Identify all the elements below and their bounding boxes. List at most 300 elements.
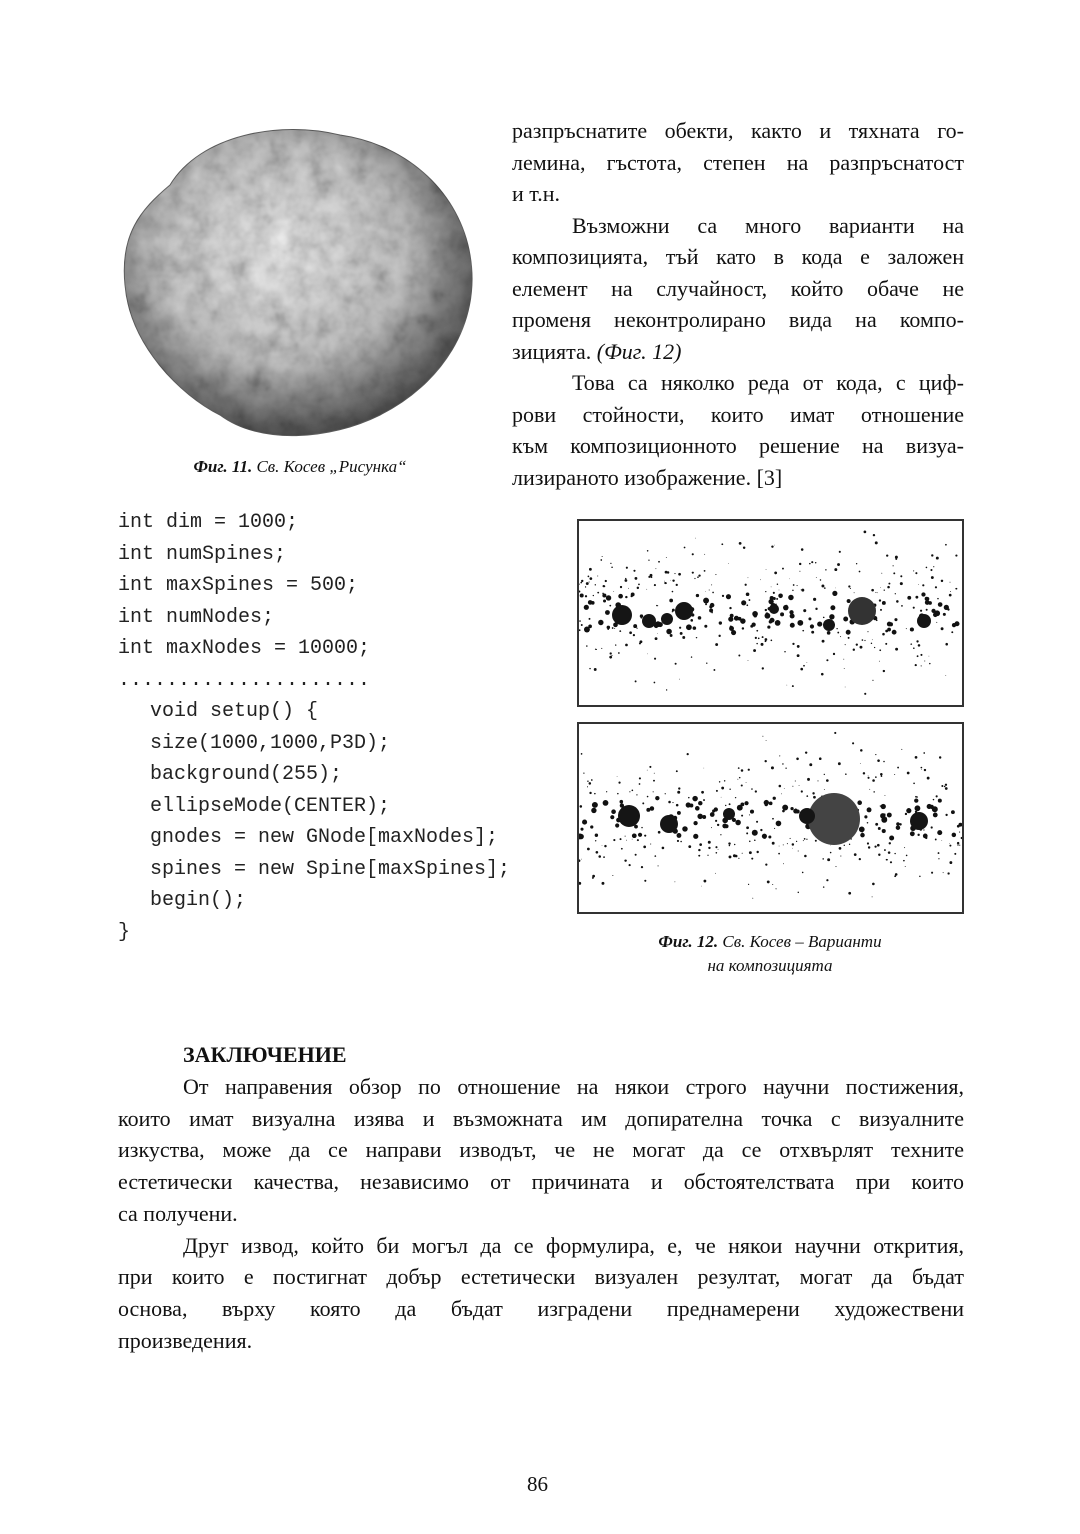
particle <box>744 801 748 805</box>
particle <box>918 644 921 647</box>
particle <box>881 804 886 809</box>
particle <box>824 587 826 589</box>
particle <box>654 773 655 774</box>
particle <box>723 819 724 820</box>
particle <box>853 649 855 651</box>
text-line <box>512 465 964 491</box>
particle <box>839 551 841 553</box>
particle <box>643 845 646 848</box>
particle <box>602 845 603 846</box>
particle <box>915 756 918 759</box>
particle <box>945 544 947 546</box>
particle <box>813 796 816 799</box>
particle <box>916 796 918 798</box>
particle <box>695 538 696 539</box>
particle <box>633 624 637 628</box>
particle <box>696 637 697 638</box>
particle <box>581 580 583 582</box>
particle <box>729 855 732 858</box>
particle <box>936 795 938 797</box>
particle <box>856 563 857 564</box>
particle <box>895 593 896 594</box>
particle <box>730 625 732 627</box>
particle <box>755 790 757 792</box>
particle <box>651 576 653 578</box>
particle <box>877 759 880 762</box>
particle <box>779 755 780 756</box>
particle <box>944 786 946 788</box>
particle <box>633 570 635 572</box>
particle <box>779 785 782 788</box>
particle <box>715 820 717 822</box>
particle <box>782 568 784 570</box>
particle <box>704 570 706 572</box>
planet-blob <box>848 597 876 625</box>
particle <box>776 888 777 889</box>
particle <box>716 852 718 854</box>
text-line <box>118 1296 964 1322</box>
caption-text: на композицията <box>707 956 833 975</box>
particle <box>756 821 758 823</box>
particle <box>678 787 680 789</box>
particle <box>845 687 846 688</box>
particle <box>686 624 692 630</box>
particle <box>793 584 795 586</box>
text-line <box>512 150 964 176</box>
particle <box>822 640 825 643</box>
particle <box>941 627 944 630</box>
particle <box>632 834 636 838</box>
particle <box>595 834 598 837</box>
particle <box>717 824 719 826</box>
particle <box>923 834 928 839</box>
particle <box>591 779 593 781</box>
particle <box>952 623 956 627</box>
particle <box>807 778 810 781</box>
figure-label: Фиг. 12. <box>658 932 719 951</box>
particle <box>611 655 612 656</box>
particle <box>773 592 775 594</box>
particle <box>597 592 599 594</box>
particle <box>589 618 591 620</box>
particle <box>658 831 661 834</box>
particle <box>955 588 957 590</box>
particle <box>737 805 743 811</box>
line-text: лемина, гъстота, степен на разпръснатост <box>512 149 964 175</box>
particle <box>644 835 646 837</box>
code-line: ellipseMode(CENTER); <box>150 794 391 818</box>
particle <box>893 572 895 574</box>
particle <box>867 842 869 844</box>
particle <box>787 843 788 844</box>
particle <box>901 749 902 750</box>
particle <box>896 822 900 826</box>
particle <box>779 590 780 591</box>
particle <box>801 589 802 590</box>
particle <box>933 813 938 818</box>
particle <box>698 855 700 857</box>
particle <box>905 866 906 867</box>
particle <box>846 630 851 635</box>
particle <box>836 628 837 629</box>
particle <box>647 796 649 798</box>
particle <box>670 634 673 637</box>
particle <box>882 633 885 636</box>
code-line: int maxNodes = 10000; <box>118 637 371 660</box>
particle <box>800 668 803 671</box>
particle <box>654 855 656 857</box>
particle <box>827 631 831 635</box>
particle <box>880 587 881 588</box>
particle <box>815 562 816 563</box>
particle <box>728 563 729 564</box>
particle <box>639 783 641 785</box>
particle <box>756 630 758 632</box>
particle <box>589 568 592 571</box>
particle <box>893 565 894 566</box>
particle <box>792 848 793 849</box>
particle <box>931 826 933 828</box>
particle <box>868 846 870 848</box>
particle <box>698 849 700 851</box>
particle <box>617 793 619 795</box>
particle <box>624 859 626 861</box>
particle <box>936 622 937 623</box>
particle <box>625 836 626 837</box>
particle <box>669 599 673 603</box>
particle <box>601 648 602 649</box>
particle <box>871 589 874 592</box>
particle <box>943 872 944 873</box>
particle <box>824 789 825 790</box>
particle <box>875 592 876 593</box>
figure-12-caption <box>580 930 960 978</box>
particle <box>907 596 911 600</box>
particle <box>680 633 681 634</box>
particle <box>762 636 764 638</box>
particle <box>771 587 772 588</box>
particle <box>776 821 782 827</box>
particle <box>712 592 714 594</box>
text-line <box>512 433 964 459</box>
code-line: spines = new Spine[maxSpines]; <box>150 857 511 881</box>
particle <box>769 801 773 805</box>
particle <box>871 643 872 644</box>
particle <box>739 777 741 779</box>
particle <box>639 777 641 779</box>
particle <box>674 881 675 882</box>
particle <box>579 584 580 585</box>
particle <box>907 772 910 775</box>
particle <box>615 644 616 645</box>
particle <box>815 840 817 842</box>
code-line: size(1000,1000,P3D); <box>150 731 391 755</box>
particle <box>595 584 596 585</box>
particle <box>796 809 800 813</box>
particle <box>647 654 648 655</box>
particle <box>906 808 911 813</box>
particle <box>620 586 622 588</box>
particle <box>801 790 803 792</box>
particle <box>755 637 757 639</box>
particle <box>598 620 603 625</box>
particle <box>709 609 713 613</box>
particle <box>688 845 691 848</box>
particle <box>655 637 658 640</box>
particle <box>605 610 610 615</box>
particle <box>904 847 905 848</box>
particle <box>693 626 697 630</box>
particle <box>583 772 584 773</box>
particle <box>848 637 850 639</box>
particle <box>595 840 596 841</box>
particle <box>915 596 918 599</box>
particle <box>710 603 715 608</box>
particle <box>875 754 876 755</box>
particle <box>914 798 918 802</box>
particle <box>589 782 592 785</box>
particle <box>927 777 930 780</box>
particle <box>754 839 756 841</box>
particle <box>929 656 930 657</box>
particle <box>629 864 631 866</box>
particle <box>941 580 943 582</box>
particle <box>949 861 952 864</box>
particle <box>862 639 864 641</box>
particle <box>930 569 932 571</box>
particle <box>803 840 804 841</box>
particle <box>746 604 748 606</box>
code-line: int maxSpines = 500; <box>118 574 359 597</box>
particle <box>721 797 722 798</box>
particle <box>821 673 824 676</box>
particle <box>782 810 785 813</box>
particle <box>713 669 715 671</box>
particle <box>838 762 841 765</box>
particle <box>703 598 709 604</box>
particle <box>880 609 882 611</box>
particle <box>864 531 867 534</box>
particle <box>789 578 790 579</box>
particle <box>821 584 824 587</box>
particle <box>881 775 883 777</box>
planet-blob <box>910 812 928 830</box>
particle <box>936 557 939 560</box>
particle <box>887 586 890 589</box>
particle <box>617 776 618 777</box>
particle <box>931 576 934 579</box>
particle <box>696 594 699 597</box>
particle <box>590 825 593 828</box>
particle <box>840 636 841 637</box>
figure-11-image <box>110 115 482 445</box>
particle <box>642 802 644 804</box>
particle <box>762 834 767 839</box>
particle <box>947 872 949 874</box>
particle <box>811 631 814 634</box>
particle <box>817 622 822 627</box>
particle <box>724 824 728 828</box>
particle <box>708 841 711 844</box>
particle <box>903 860 905 862</box>
particle <box>957 842 959 844</box>
particle <box>834 732 836 734</box>
particle <box>746 782 747 783</box>
particle <box>802 872 804 874</box>
particle <box>884 849 886 851</box>
particle <box>913 783 915 785</box>
particle <box>605 580 607 582</box>
particle <box>896 825 901 830</box>
section-heading: ЗАКЛЮЧЕНИЕ <box>183 1042 347 1067</box>
particle <box>628 588 629 589</box>
particle <box>715 846 717 848</box>
particle <box>708 847 710 849</box>
particle <box>840 856 841 857</box>
particle <box>792 643 794 645</box>
particle <box>884 795 885 796</box>
particle <box>613 591 614 592</box>
particle <box>837 563 840 566</box>
particle <box>666 629 672 635</box>
particle <box>587 781 588 782</box>
particle <box>735 820 741 826</box>
particle <box>646 589 647 590</box>
particle <box>594 668 597 671</box>
code-line: background(255); <box>150 763 343 786</box>
particle <box>741 769 744 772</box>
text-line <box>118 1264 964 1290</box>
particle <box>926 567 928 569</box>
text-line <box>512 213 964 239</box>
particle <box>778 853 780 855</box>
particle <box>799 785 800 786</box>
line-text: изкуства, може да се направи изводът, че не могат да се отхвърлят техните <box>118 1137 964 1163</box>
particle <box>774 545 775 546</box>
particle <box>705 603 707 605</box>
particle <box>611 809 616 814</box>
particle <box>931 872 933 874</box>
particle <box>798 892 799 893</box>
particle <box>882 601 886 605</box>
particle <box>633 634 635 636</box>
particle <box>584 627 590 633</box>
particle <box>746 826 749 829</box>
particle <box>933 566 934 567</box>
particle <box>602 593 604 595</box>
particle <box>586 582 589 585</box>
particle <box>938 858 939 859</box>
particle <box>848 585 850 587</box>
particle <box>875 541 878 544</box>
particle <box>797 620 803 626</box>
particle <box>721 543 723 545</box>
particle <box>848 892 851 895</box>
line-text: произведения. <box>118 1327 253 1353</box>
particle <box>945 643 948 646</box>
particle <box>654 682 656 684</box>
planet-blob <box>612 605 632 625</box>
particle <box>665 793 666 794</box>
particle <box>918 584 919 585</box>
particle <box>715 643 718 646</box>
particle <box>823 617 825 619</box>
particle <box>829 614 834 619</box>
particle <box>602 556 603 557</box>
particle <box>797 645 800 648</box>
particle <box>602 882 605 885</box>
particle <box>635 680 637 682</box>
particle <box>792 843 794 845</box>
particle <box>868 776 869 777</box>
particle <box>795 780 796 781</box>
particle <box>832 591 837 596</box>
particle <box>877 844 880 847</box>
code-line: int dim = 1000; <box>118 511 299 534</box>
particle <box>657 633 658 634</box>
particle <box>945 814 947 816</box>
particle <box>690 619 693 622</box>
particle <box>656 605 657 606</box>
particle <box>592 875 595 878</box>
particle <box>724 780 725 781</box>
particle <box>629 631 632 634</box>
particle <box>748 769 750 771</box>
particle <box>886 555 888 557</box>
particle <box>693 834 698 839</box>
particle <box>635 577 638 580</box>
particle <box>935 839 937 841</box>
particle <box>850 588 851 589</box>
particle <box>882 829 886 833</box>
particle <box>781 793 782 794</box>
particle <box>764 800 769 805</box>
particle <box>943 613 946 616</box>
particle <box>580 582 582 584</box>
particle <box>921 769 922 770</box>
particle <box>860 646 863 649</box>
particle <box>677 791 680 794</box>
line-text: променя неконтролирано вида на компо- <box>512 307 964 332</box>
particle <box>626 840 627 841</box>
particle <box>860 749 862 751</box>
particle <box>765 640 767 642</box>
particle <box>710 812 715 817</box>
particle <box>748 577 749 578</box>
particle <box>704 625 707 628</box>
particle <box>897 767 899 769</box>
planet-blob <box>917 614 931 628</box>
particle <box>610 815 614 819</box>
particle <box>959 831 960 832</box>
particle <box>867 822 869 824</box>
particle <box>619 630 621 632</box>
line-text: елемент на случайност, който обаче не <box>512 275 964 301</box>
particle <box>905 813 907 815</box>
caption-text: Св. Косев – Варианти <box>722 932 882 951</box>
particle <box>738 655 740 657</box>
particle <box>803 609 806 612</box>
particle <box>679 627 681 629</box>
particle <box>931 609 935 613</box>
particle <box>843 659 844 660</box>
particle <box>767 880 770 883</box>
code-line: void setup() { <box>150 700 319 723</box>
particle <box>847 599 851 603</box>
particle <box>809 763 812 766</box>
particle <box>636 794 637 795</box>
particle <box>804 838 806 840</box>
